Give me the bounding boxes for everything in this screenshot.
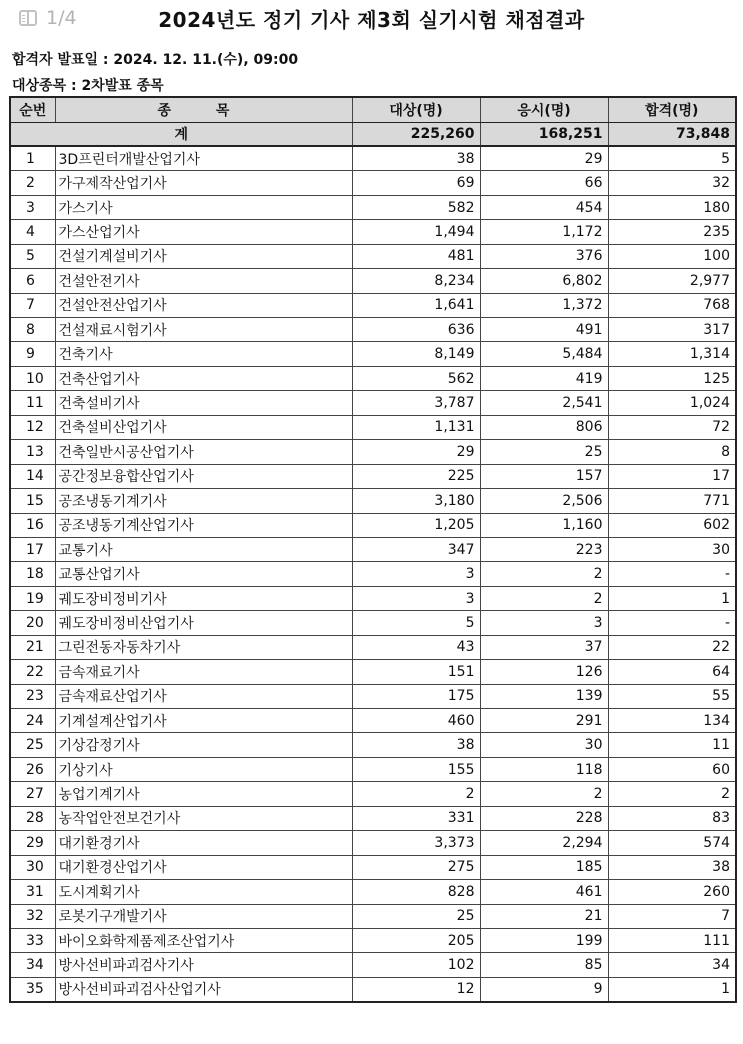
row-no: 19 xyxy=(10,586,55,610)
row-applied: 6,802 xyxy=(480,269,608,293)
row-target: 1,205 xyxy=(352,513,480,537)
row-item-name: 3D프린터개발산업기사 xyxy=(55,146,352,170)
row-no: 3 xyxy=(10,195,55,219)
row-passed: 260 xyxy=(608,880,736,904)
table-row xyxy=(10,709,736,733)
row-applied: 29 xyxy=(480,146,608,170)
row-no: 12 xyxy=(10,415,55,439)
row-passed: 32 xyxy=(608,171,736,195)
row-passed: - xyxy=(608,611,736,635)
table-row xyxy=(10,342,736,366)
row-no: 17 xyxy=(10,537,55,561)
row-applied: 1,172 xyxy=(480,220,608,244)
row-no: 8 xyxy=(10,318,55,342)
row-no: 6 xyxy=(10,269,55,293)
table-row xyxy=(10,171,736,195)
row-applied: 139 xyxy=(480,684,608,708)
table-header-row xyxy=(10,97,736,122)
row-item-name: 공조냉동기계산업기사 xyxy=(55,513,352,537)
row-applied: 461 xyxy=(480,880,608,904)
row-passed: 7 xyxy=(608,904,736,928)
row-passed: 100 xyxy=(608,244,736,268)
row-no: 15 xyxy=(10,489,55,513)
row-item-name: 교통산업기사 xyxy=(55,562,352,586)
row-item-name: 방사선비파괴검사산업기사 xyxy=(55,977,352,1001)
row-no: 27 xyxy=(10,782,55,806)
row-passed: 125 xyxy=(608,366,736,390)
row-target: 3,373 xyxy=(352,831,480,855)
row-item-name: 궤도장비정비산업기사 xyxy=(55,611,352,635)
table-row xyxy=(10,586,736,610)
row-no: 35 xyxy=(10,977,55,1001)
row-target: 69 xyxy=(352,171,480,195)
total-label: 계 xyxy=(10,122,352,146)
row-applied: 1,372 xyxy=(480,293,608,317)
table-row xyxy=(10,684,736,708)
row-no: 26 xyxy=(10,757,55,781)
row-item-name: 건설재료시험기사 xyxy=(55,318,352,342)
row-item-name: 건축설비기사 xyxy=(55,391,352,415)
row-applied: 291 xyxy=(480,709,608,733)
row-applied: 199 xyxy=(480,928,608,952)
row-no: 16 xyxy=(10,513,55,537)
row-applied: 806 xyxy=(480,415,608,439)
row-item-name: 건설안전기사 xyxy=(55,269,352,293)
row-target: 3 xyxy=(352,586,480,610)
row-no: 22 xyxy=(10,660,55,684)
table-row xyxy=(10,953,736,977)
row-no: 33 xyxy=(10,928,55,952)
row-target: 1,641 xyxy=(352,293,480,317)
row-item-name: 가스산업기사 xyxy=(55,220,352,244)
row-passed: 5 xyxy=(608,146,736,170)
row-applied: 2,506 xyxy=(480,489,608,513)
table-row xyxy=(10,269,736,293)
row-target: 205 xyxy=(352,928,480,952)
row-passed: 8 xyxy=(608,440,736,464)
row-passed: 134 xyxy=(608,709,736,733)
table-row xyxy=(10,318,736,342)
row-passed: 64 xyxy=(608,660,736,684)
row-target: 347 xyxy=(352,537,480,561)
row-applied: 37 xyxy=(480,635,608,659)
row-passed: 1 xyxy=(608,586,736,610)
table-row xyxy=(10,293,736,317)
table-row xyxy=(10,146,736,170)
row-target: 1,131 xyxy=(352,415,480,439)
row-target: 3 xyxy=(352,562,480,586)
table-row xyxy=(10,904,736,928)
row-item-name: 도시계획기사 xyxy=(55,880,352,904)
row-applied: 2,541 xyxy=(480,391,608,415)
row-target: 460 xyxy=(352,709,480,733)
announce-date: 합격자 발표일 : 2024. 12. 11.(수), 09:00 xyxy=(12,52,299,68)
row-applied: 25 xyxy=(480,440,608,464)
row-item-name: 건축기사 xyxy=(55,342,352,366)
row-item-name: 대기환경기사 xyxy=(55,831,352,855)
row-target: 102 xyxy=(352,953,480,977)
total-applied: 168,251 xyxy=(480,122,608,146)
row-passed: 60 xyxy=(608,757,736,781)
row-item-name: 가구제작산업기사 xyxy=(55,171,352,195)
row-target: 43 xyxy=(352,635,480,659)
row-item-name: 공조냉동기계기사 xyxy=(55,489,352,513)
row-no: 29 xyxy=(10,831,55,855)
total-target: 225,260 xyxy=(352,122,480,146)
row-passed: 83 xyxy=(608,806,736,830)
table-row xyxy=(10,611,736,635)
table-row xyxy=(10,855,736,879)
row-no: 1 xyxy=(10,146,55,170)
row-target: 1,494 xyxy=(352,220,480,244)
row-applied: 118 xyxy=(480,757,608,781)
row-item-name: 건축설비산업기사 xyxy=(55,415,352,439)
row-applied: 9 xyxy=(480,977,608,1001)
row-no: 7 xyxy=(10,293,55,317)
row-item-name: 공간정보융합산업기사 xyxy=(55,464,352,488)
row-no: 24 xyxy=(10,709,55,733)
row-no: 34 xyxy=(10,953,55,977)
row-target: 8,149 xyxy=(352,342,480,366)
row-applied: 2 xyxy=(480,562,608,586)
row-applied: 21 xyxy=(480,904,608,928)
table-row xyxy=(10,977,736,1001)
row-item-name: 농작업안전보건기사 xyxy=(55,806,352,830)
row-applied: 228 xyxy=(480,806,608,830)
row-target: 3,787 xyxy=(352,391,480,415)
table-row xyxy=(10,782,736,806)
table-row xyxy=(10,464,736,488)
row-no: 25 xyxy=(10,733,55,757)
row-item-name: 방사선비파괴검사기사 xyxy=(55,953,352,977)
table-row xyxy=(10,757,736,781)
row-passed: 1,024 xyxy=(608,391,736,415)
row-no: 14 xyxy=(10,464,55,488)
row-applied: 157 xyxy=(480,464,608,488)
header-applied: 응시(명) xyxy=(480,97,608,122)
row-passed: 2 xyxy=(608,782,736,806)
row-no: 9 xyxy=(10,342,55,366)
row-passed: 11 xyxy=(608,733,736,757)
total-passed: 73,848 xyxy=(608,122,736,146)
row-passed: 38 xyxy=(608,855,736,879)
row-item-name: 건축일반시공산업기사 xyxy=(55,440,352,464)
row-passed: 602 xyxy=(608,513,736,537)
row-passed: 34 xyxy=(608,953,736,977)
row-passed: 72 xyxy=(608,415,736,439)
table-row xyxy=(10,660,736,684)
row-item-name: 농업기계기사 xyxy=(55,782,352,806)
row-item-name: 가스기사 xyxy=(55,195,352,219)
row-item-name: 교통기사 xyxy=(55,537,352,561)
table-row xyxy=(10,806,736,830)
row-item-name: 금속재료산업기사 xyxy=(55,684,352,708)
row-item-name: 건설안전산업기사 xyxy=(55,293,352,317)
row-target: 582 xyxy=(352,195,480,219)
row-no: 30 xyxy=(10,855,55,879)
row-passed: 111 xyxy=(608,928,736,952)
row-target: 38 xyxy=(352,733,480,757)
table-row xyxy=(10,440,736,464)
row-no: 10 xyxy=(10,366,55,390)
table-row xyxy=(10,831,736,855)
row-target: 331 xyxy=(352,806,480,830)
table-row xyxy=(10,928,736,952)
table-row xyxy=(10,537,736,561)
row-no: 31 xyxy=(10,880,55,904)
row-no: 18 xyxy=(10,562,55,586)
row-no: 5 xyxy=(10,244,55,268)
row-item-name: 궤도장비정비기사 xyxy=(55,586,352,610)
row-target: 2 xyxy=(352,782,480,806)
row-applied: 1,160 xyxy=(480,513,608,537)
target-items: 대상종목 : 2차발표 종목 xyxy=(12,78,164,94)
row-no: 23 xyxy=(10,684,55,708)
row-passed: 2,977 xyxy=(608,269,736,293)
row-target: 155 xyxy=(352,757,480,781)
row-item-name: 그린전동자동차기사 xyxy=(55,635,352,659)
row-passed: 17 xyxy=(608,464,736,488)
row-applied: 126 xyxy=(480,660,608,684)
row-target: 151 xyxy=(352,660,480,684)
table-row xyxy=(10,880,736,904)
row-no: 28 xyxy=(10,806,55,830)
header-item: 종 목 xyxy=(55,97,352,122)
table-row xyxy=(10,244,736,268)
row-passed: 30 xyxy=(608,537,736,561)
row-applied: 223 xyxy=(480,537,608,561)
row-passed: 768 xyxy=(608,293,736,317)
row-target: 636 xyxy=(352,318,480,342)
row-applied: 419 xyxy=(480,366,608,390)
row-passed: 771 xyxy=(608,489,736,513)
row-item-name: 대기환경산업기사 xyxy=(55,855,352,879)
row-applied: 30 xyxy=(480,733,608,757)
row-no: 11 xyxy=(10,391,55,415)
row-target: 3,180 xyxy=(352,489,480,513)
row-target: 481 xyxy=(352,244,480,268)
row-target: 8,234 xyxy=(352,269,480,293)
row-applied: 454 xyxy=(480,195,608,219)
table-row xyxy=(10,366,736,390)
row-applied: 491 xyxy=(480,318,608,342)
row-applied: 5,484 xyxy=(480,342,608,366)
row-item-name: 기상감정기사 xyxy=(55,733,352,757)
row-applied: 185 xyxy=(480,855,608,879)
table-row xyxy=(10,195,736,219)
row-target: 828 xyxy=(352,880,480,904)
row-applied: 376 xyxy=(480,244,608,268)
row-passed: 1 xyxy=(608,977,736,1001)
table-row xyxy=(10,562,736,586)
row-item-name: 로봇기구개발기사 xyxy=(55,904,352,928)
page-indicator-text: 1/4 xyxy=(46,7,77,29)
total-row xyxy=(10,122,736,146)
row-target: 5 xyxy=(352,611,480,635)
row-passed: 235 xyxy=(608,220,736,244)
table-row xyxy=(10,415,736,439)
row-passed: 574 xyxy=(608,831,736,855)
row-passed: 55 xyxy=(608,684,736,708)
row-item-name: 기계설계산업기사 xyxy=(55,709,352,733)
row-passed: 1,314 xyxy=(608,342,736,366)
row-passed: 317 xyxy=(608,318,736,342)
table-row xyxy=(10,513,736,537)
row-no: 4 xyxy=(10,220,55,244)
document-title: 2024년도 정기 기사 제3회 실기시험 채점결과 xyxy=(158,8,585,32)
row-target: 225 xyxy=(352,464,480,488)
header-no: 순번 xyxy=(10,97,55,122)
row-target: 29 xyxy=(352,440,480,464)
row-item-name: 건설기계설비기사 xyxy=(55,244,352,268)
row-applied: 2,294 xyxy=(480,831,608,855)
row-applied: 2 xyxy=(480,782,608,806)
header-passed: 합격(명) xyxy=(608,97,736,122)
row-target: 25 xyxy=(352,904,480,928)
row-applied: 66 xyxy=(480,171,608,195)
row-item-name: 바이오화학제품제조산업기사 xyxy=(55,928,352,952)
row-target: 562 xyxy=(352,366,480,390)
row-item-name: 기상기사 xyxy=(55,757,352,781)
row-applied: 2 xyxy=(480,586,608,610)
row-no: 21 xyxy=(10,635,55,659)
row-no: 32 xyxy=(10,904,55,928)
row-applied: 85 xyxy=(480,953,608,977)
row-no: 13 xyxy=(10,440,55,464)
table-row xyxy=(10,635,736,659)
row-target: 175 xyxy=(352,684,480,708)
row-item-name: 건축산업기사 xyxy=(55,366,352,390)
row-target: 38 xyxy=(352,146,480,170)
row-applied: 3 xyxy=(480,611,608,635)
row-no: 2 xyxy=(10,171,55,195)
row-passed: 180 xyxy=(608,195,736,219)
table-row xyxy=(10,733,736,757)
row-target: 12 xyxy=(352,977,480,1001)
table-row xyxy=(10,489,736,513)
header-target: 대상(명) xyxy=(352,97,480,122)
table-row xyxy=(10,391,736,415)
row-no: 20 xyxy=(10,611,55,635)
row-target: 275 xyxy=(352,855,480,879)
row-passed: - xyxy=(608,562,736,586)
row-passed: 22 xyxy=(608,635,736,659)
results-table xyxy=(9,96,737,1003)
table-row xyxy=(10,220,736,244)
row-item-name: 금속재료기사 xyxy=(55,660,352,684)
